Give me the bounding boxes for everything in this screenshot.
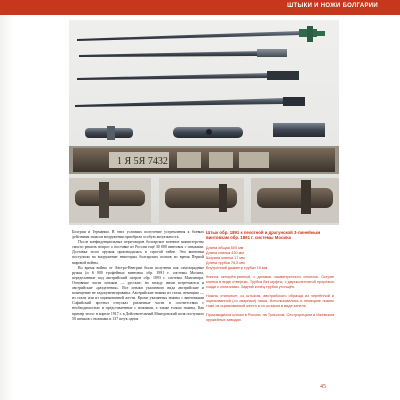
body-text-column (72, 230, 204, 322)
socket-detail-6 (251, 178, 339, 223)
page-edge-shadow (0, 15, 14, 400)
bayonets-photo (69, 20, 339, 225)
paragraph: После конфиденциальных переговоров болгарское военное министерство смогло решить вопрос о поставке из России ещё 30 000 винтовок с штыками. Доставка этого оружия производилась в строгой тайне. Эти винтовки поступили на вооружение некоторых болгарских полков во время Первой мировой войны. (72, 240, 204, 265)
spec-line: Длина клинка 430 мм (206, 250, 244, 255)
stamp-marking: 1 Я 5Я 7432 (117, 156, 168, 167)
section-header-bar (0, 0, 400, 15)
section-title: ШТЫКИ И НОЖИ БОЛГАРИИ (287, 3, 378, 9)
description-paragraph: Производился штыки в России, на Тульском, Сестрорецком и Ижевском оружейных заводах. (206, 312, 334, 322)
paragraph: Болгрии и Германии. В этих условиях получение устремления к боевых действиям запасов вооружения приобрело особую актуальность. (72, 230, 204, 240)
paragraph: Во время войны от Австро-Венгрии были получены как самозарядные ружья (и 6 000 трофейных винтовок обр. 1891 г. системы Мосина, переделанные под австрийский патрон обр. 1893 г. системы Манлихера. Основные части штыков — русские, но между ними встречаются и австрийские «разделения». Все штыки указанного вида австрийские и помещение не задокументированы. Австрийские ножны из стали, немецкие — из стали или из оцинкованной жести. Кроме указанных ножны с винтовками Софийский арсенал отпускал различные части в соответствии с необходимостью и представленные с ножнами, а также только ножны. Как пример этого: в апреле 1917 г. в Действительный Македонский полк поступило 50 штыков с ножнами и 137 штук одних (72, 265, 204, 321)
bayonet-2 (79, 49, 287, 57)
page-number: 45 (320, 384, 326, 390)
socket-detail-1 (79, 124, 137, 142)
socket-detail-2 (165, 124, 245, 142)
spec-line: Длина общая 500 мм (206, 245, 244, 250)
bayonet-4 (75, 97, 305, 107)
markings-strip (69, 146, 339, 174)
bayonet-1 (77, 26, 325, 42)
socket-detail-3 (269, 120, 329, 140)
description-paragraph: Ножны стальные, со штыком, австрийского образца из чернённой и оцинкованной (со сварным) ниша. Использовались и немецкие ножны тоже из оцинкованной жести и со штыком в виде капель. (206, 293, 334, 308)
bayonets-illustration (69, 20, 339, 225)
specs-list (206, 246, 334, 271)
spec-line: Ширина клинка 17 мм (206, 255, 245, 260)
bayonet-3 (77, 71, 299, 80)
spec-line: Длина трубки 76,5 мм (206, 260, 245, 265)
description-paragraph: Клинок четырёхгранный, с долами, симметричного сечения. Острие клинка в виде отвертки. Трубка без муфты, с двухколенчатой прорезью сзади к лопатками. Задний конец трубки утолщён. (206, 274, 334, 289)
spec-line: Внутренний диаметр трубки 15 мм (206, 265, 268, 270)
caption-title: Штык обр. 1891 к пехотной и драгунской 3-линейным винтовкам обр. 1891 г. системы Мосина (206, 230, 321, 241)
socket-detail-5 (159, 178, 244, 223)
caption-column (206, 230, 334, 327)
socket-detail-4 (69, 178, 151, 223)
